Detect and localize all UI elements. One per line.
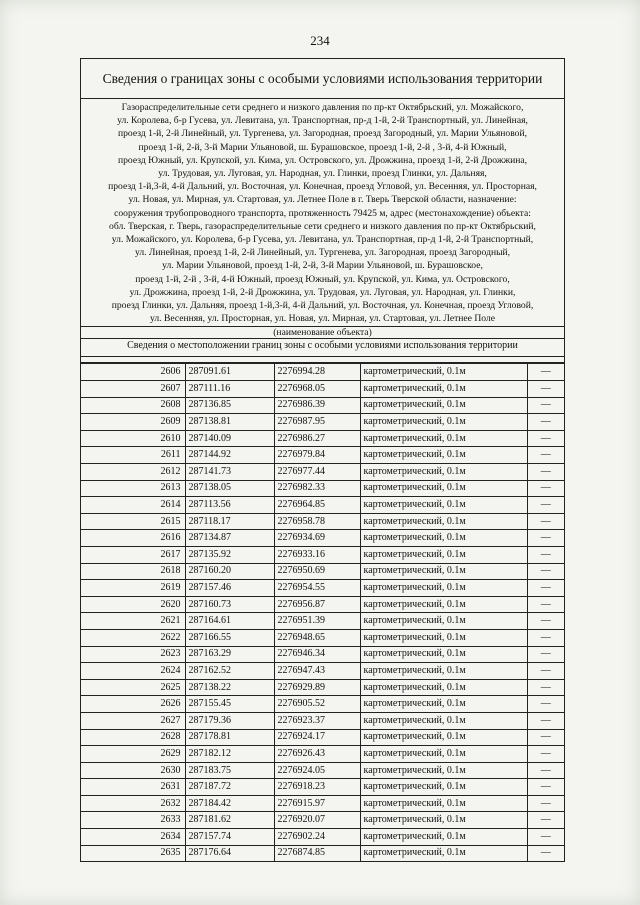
point-number-cell: 2606	[81, 364, 185, 381]
note-cell: —	[527, 712, 564, 729]
x-coordinate-cell: 287163.29	[185, 646, 274, 663]
description-line: проезд Глинки, ул. Дальняя, проезд 1-й,3-й, 4-й Дальний, ул. Восточная, ул. Конечная, проезд Угловой,	[111, 300, 534, 312]
table-row	[81, 779, 564, 796]
method-accuracy-cell: картометрический, 0.1м	[360, 513, 527, 530]
y-coordinate-cell: 2276982.33	[274, 480, 360, 497]
method-accuracy-cell: картометрический, 0.1м	[360, 563, 527, 580]
method-accuracy-cell: картометрический, 0.1м	[360, 381, 527, 398]
note-cell: —	[527, 430, 564, 447]
method-accuracy-cell: картометрический, 0.1м	[360, 596, 527, 613]
table-row	[81, 762, 564, 779]
x-coordinate-cell: 287166.55	[185, 629, 274, 646]
description-line: ул. Трудовая, ул. Луговая, ул. Народная, ул. Глинки, проезд Глинки, ул. Дальняя,	[158, 168, 487, 180]
method-accuracy-cell: картометрический, 0.1м	[360, 829, 527, 846]
x-coordinate-cell: 287135.92	[185, 546, 274, 563]
note-cell: —	[527, 646, 564, 663]
y-coordinate-cell: 2276977.44	[274, 464, 360, 481]
note-cell: —	[527, 546, 564, 563]
y-coordinate-cell: 2276924.17	[274, 729, 360, 746]
point-number-cell: 2613	[81, 480, 185, 497]
method-accuracy-cell: картометрический, 0.1м	[360, 546, 527, 563]
point-number-cell: 2632	[81, 795, 185, 812]
note-cell: —	[527, 563, 564, 580]
point-number-cell: 2633	[81, 812, 185, 829]
y-coordinate-cell: 2276902.24	[274, 829, 360, 846]
method-accuracy-cell: картометрический, 0.1м	[360, 729, 527, 746]
method-accuracy-cell: картометрический, 0.1м	[360, 464, 527, 481]
y-coordinate-cell: 2276933.16	[274, 546, 360, 563]
method-accuracy-cell: картометрический, 0.1м	[360, 497, 527, 514]
point-number-cell: 2627	[81, 712, 185, 729]
point-number-cell: 2612	[81, 464, 185, 481]
method-accuracy-cell: картометрический, 0.1м	[360, 480, 527, 497]
y-coordinate-cell: 2276948.65	[274, 629, 360, 646]
note-cell: —	[527, 845, 564, 861]
y-coordinate-cell: 2276986.27	[274, 430, 360, 447]
x-coordinate-cell: 287113.56	[185, 497, 274, 514]
y-coordinate-cell: 2276905.52	[274, 696, 360, 713]
point-number-cell: 2609	[81, 414, 185, 431]
point-number-cell: 2620	[81, 596, 185, 613]
method-accuracy-cell: картометрический, 0.1м	[360, 762, 527, 779]
method-accuracy-cell: картометрический, 0.1м	[360, 746, 527, 763]
point-number-cell: 2623	[81, 646, 185, 663]
method-accuracy-cell: картометрический, 0.1м	[360, 812, 527, 829]
point-number-cell: 2625	[81, 679, 185, 696]
method-accuracy-cell: картометрический, 0.1м	[360, 795, 527, 812]
method-accuracy-cell: картометрический, 0.1м	[360, 397, 527, 414]
x-coordinate-cell: 287181.62	[185, 812, 274, 829]
x-coordinate-cell: 287157.46	[185, 580, 274, 597]
table-row	[81, 414, 564, 431]
table-row	[81, 563, 564, 580]
y-coordinate-cell: 2276951.39	[274, 613, 360, 630]
point-number-cell: 2635	[81, 845, 185, 861]
method-accuracy-cell: картометрический, 0.1м	[360, 613, 527, 630]
note-cell: —	[527, 679, 564, 696]
table-row	[81, 364, 564, 381]
y-coordinate-cell: 2276923.37	[274, 712, 360, 729]
table-row	[81, 646, 564, 663]
x-coordinate-cell: 287187.72	[185, 779, 274, 796]
method-accuracy-cell: картометрический, 0.1м	[360, 696, 527, 713]
point-number-cell: 2615	[81, 513, 185, 530]
point-number-cell: 2631	[81, 779, 185, 796]
table-row	[81, 696, 564, 713]
description-line: ул. Новая, ул. Мирная, ул. Стартовая, ул. Летнее Поле в г. Тверь Тверской области, назначение:	[128, 194, 517, 206]
note-cell: —	[527, 397, 564, 414]
point-number-cell: 2616	[81, 530, 185, 547]
method-accuracy-cell: картометрический, 0.1м	[360, 364, 527, 381]
method-accuracy-cell: картометрический, 0.1м	[360, 430, 527, 447]
table-row	[81, 746, 564, 763]
note-cell: —	[527, 696, 564, 713]
note-cell: —	[527, 779, 564, 796]
point-number-cell: 2628	[81, 729, 185, 746]
x-coordinate-cell: 287179.36	[185, 712, 274, 729]
description-line: сооружения трубопроводного транспорта, протяженность 79425 м, адрес (местонахождение) объекта:	[114, 207, 531, 219]
x-coordinate-cell: 287160.20	[185, 563, 274, 580]
x-coordinate-cell: 287138.22	[185, 679, 274, 696]
point-number-cell: 2614	[81, 497, 185, 514]
x-coordinate-cell: 287138.81	[185, 414, 274, 431]
point-number-cell: 2621	[81, 613, 185, 630]
table-row	[81, 679, 564, 696]
form-title: Сведения о границах зоны с особыми условиями использования территории	[81, 59, 564, 99]
table-row	[81, 381, 564, 398]
table-row	[81, 663, 564, 680]
point-number-cell: 2611	[81, 447, 185, 464]
method-accuracy-cell: картометрический, 0.1м	[360, 663, 527, 680]
x-coordinate-cell: 287118.17	[185, 513, 274, 530]
description-line: ул. Можайского, ул. Королева, б-р Гусева, ул. Левитана, ул. Транспортная, пр-д 1-й, 2-й Транспортный,	[111, 234, 534, 246]
method-accuracy-cell: картометрический, 0.1м	[360, 580, 527, 597]
table-row	[81, 729, 564, 746]
table-row	[81, 845, 564, 861]
description-line: проезд 1-й, 2-й, 3-й Марии Ульяновой, ш. Бурашовское, проезд 1-й, 2-й , 3-й, 4-й Южный,	[138, 141, 507, 153]
note-cell: —	[527, 497, 564, 514]
x-coordinate-cell: 287140.09	[185, 430, 274, 447]
y-coordinate-cell: 2276950.69	[274, 563, 360, 580]
description-line: ул. Дрожжина, проезд 1-й, 2-й Дрожжина, ул. Трудовая, ул. Луговая, ул. Народная, ул. Глинки,	[129, 286, 516, 298]
y-coordinate-cell: 2276934.69	[274, 530, 360, 547]
note-cell: —	[527, 513, 564, 530]
table-row	[81, 513, 564, 530]
y-coordinate-cell: 2276926.43	[274, 746, 360, 763]
table-row	[81, 530, 564, 547]
description-line: ул. Королева, б-р Гусева, ул. Левитана, ул. Транспортная, пр-д 1-й, 2-й Транспортный, ул. Линейная,	[117, 115, 528, 127]
x-coordinate-cell: 287134.87	[185, 530, 274, 547]
x-coordinate-cell: 287144.92	[185, 447, 274, 464]
note-cell: —	[527, 629, 564, 646]
method-accuracy-cell: картометрический, 0.1м	[360, 712, 527, 729]
y-coordinate-cell: 2276929.89	[274, 679, 360, 696]
table-row	[81, 795, 564, 812]
method-accuracy-cell: картометрический, 0.1м	[360, 779, 527, 796]
x-coordinate-cell: 287136.85	[185, 397, 274, 414]
table-row	[81, 397, 564, 414]
point-number-cell: 2607	[81, 381, 185, 398]
point-number-cell: 2624	[81, 663, 185, 680]
description-line: проезд Южный, ул. Крупской, ул. Кима, ул. Островского, ул. Дрожжина, проезд 1-й, 2-й Дрожжина,	[117, 154, 528, 166]
note-cell: —	[527, 530, 564, 547]
table-row	[81, 629, 564, 646]
method-accuracy-cell: картометрический, 0.1м	[360, 530, 527, 547]
y-coordinate-cell: 2276987.95	[274, 414, 360, 431]
note-cell: —	[527, 414, 564, 431]
note-cell: —	[527, 729, 564, 746]
location-section-header: Сведения о местоположении границ зоны с особыми условиями использования территории	[81, 339, 564, 357]
y-coordinate-cell: 2276964.85	[274, 497, 360, 514]
method-accuracy-cell: картометрический, 0.1м	[360, 845, 527, 861]
note-cell: —	[527, 464, 564, 481]
method-accuracy-cell: картометрический, 0.1м	[360, 629, 527, 646]
point-number-cell: 2618	[81, 563, 185, 580]
description-line: проезд 1-й,3-й, 4-й Дальний, ул. Восточная, ул. Конечная, проезд Угловой, ул. Весенняя, ул. Просторная,	[108, 181, 537, 193]
note-cell: —	[527, 746, 564, 763]
table-row	[81, 546, 564, 563]
y-coordinate-cell: 2276994.28	[274, 364, 360, 381]
x-coordinate-cell: 287141.73	[185, 464, 274, 481]
table-row	[81, 480, 564, 497]
y-coordinate-cell: 2276920.07	[274, 812, 360, 829]
description-line: проезд 1-й, 2-й , 3-й, 4-й Южный, проезд Южный, ул. Крупской, ул. Кима, ул. Островского,	[135, 273, 510, 285]
description-line: Газораспределительные сети среднего и низкого давления по пр-кт Октябрьский, ул. Можайского,	[121, 102, 524, 113]
note-cell: —	[527, 762, 564, 779]
x-coordinate-cell: 287111.16	[185, 381, 274, 398]
x-coordinate-cell: 287155.45	[185, 696, 274, 713]
table-row	[81, 613, 564, 630]
point-number-cell: 2610	[81, 430, 185, 447]
method-accuracy-cell: картометрический, 0.1м	[360, 679, 527, 696]
note-cell: —	[527, 829, 564, 846]
description-line: проезд 1-й, 2-й Линейный, ул. Тургенева, ул. Загородная, проезд Загородный, ул. Марии Ульяновой,	[117, 128, 527, 140]
note-cell: —	[527, 580, 564, 597]
x-coordinate-cell: 287183.75	[185, 762, 274, 779]
description-line: ул. Весенняя, ул. Просторная, ул. Новая, ул. Мирная, ул. Стартовая, ул. Летнее Поле	[150, 313, 495, 325]
table-row	[81, 430, 564, 447]
coordinates-table	[81, 363, 564, 861]
zone-boundary-form	[80, 58, 565, 862]
y-coordinate-cell: 2276968.05	[274, 381, 360, 398]
x-coordinate-cell: 287164.61	[185, 613, 274, 630]
y-coordinate-cell: 2276918.23	[274, 779, 360, 796]
point-number-cell: 2608	[81, 397, 185, 414]
table-row	[81, 497, 564, 514]
point-number-cell: 2619	[81, 580, 185, 597]
x-coordinate-cell: 287157.74	[185, 829, 274, 846]
table-row	[81, 580, 564, 597]
point-number-cell: 2622	[81, 629, 185, 646]
description-line: обл. Тверская, г. Тверь, газораспределительные сети среднего и низкого давления по пр-кт Октябрьский,	[109, 220, 536, 232]
object-description	[81, 99, 564, 326]
page-number: 234	[310, 33, 330, 48]
description-line: ул. Линейная, проезд 1-й, 2-й Линейный, ул. Тургенева, ул. Загородная, проезд Загородный,	[134, 247, 511, 259]
y-coordinate-cell: 2276915.97	[274, 795, 360, 812]
note-cell: —	[527, 447, 564, 464]
y-coordinate-cell: 2276954.55	[274, 580, 360, 597]
x-coordinate-cell: 287182.12	[185, 746, 274, 763]
point-number-cell: 2626	[81, 696, 185, 713]
y-coordinate-cell: 2276947.43	[274, 663, 360, 680]
note-cell: —	[527, 663, 564, 680]
y-coordinate-cell: 2276924.05	[274, 762, 360, 779]
note-cell: —	[527, 812, 564, 829]
note-cell: —	[527, 381, 564, 398]
method-accuracy-cell: картометрический, 0.1м	[360, 646, 527, 663]
point-number-cell: 2617	[81, 546, 185, 563]
y-coordinate-cell: 2276946.34	[274, 646, 360, 663]
x-coordinate-cell: 287176.64	[185, 845, 274, 861]
description-line: ул. Марии Ульяновой, проезд 1-й, 2-й, 3-й Марии Ульяновой, ш. Бурашовское,	[162, 260, 483, 272]
point-number-cell: 2630	[81, 762, 185, 779]
object-name-caption: (наименование объекта)	[81, 326, 564, 339]
y-coordinate-cell: 2276874.85	[274, 845, 360, 861]
point-number-cell: 2629	[81, 746, 185, 763]
note-cell: —	[527, 795, 564, 812]
y-coordinate-cell: 2276979.84	[274, 447, 360, 464]
note-cell: —	[527, 480, 564, 497]
method-accuracy-cell: картометрический, 0.1м	[360, 447, 527, 464]
table-row	[81, 464, 564, 481]
note-cell: —	[527, 613, 564, 630]
table-row	[81, 447, 564, 464]
table-row	[81, 812, 564, 829]
x-coordinate-cell: 287160.73	[185, 596, 274, 613]
y-coordinate-cell: 2276986.39	[274, 397, 360, 414]
table-row	[81, 596, 564, 613]
note-cell: —	[527, 596, 564, 613]
y-coordinate-cell: 2276958.78	[274, 513, 360, 530]
x-coordinate-cell: 287162.52	[185, 663, 274, 680]
x-coordinate-cell: 287091.61	[185, 364, 274, 381]
x-coordinate-cell: 287178.81	[185, 729, 274, 746]
table-row	[81, 712, 564, 729]
x-coordinate-cell: 287184.42	[185, 795, 274, 812]
method-accuracy-cell: картометрический, 0.1м	[360, 414, 527, 431]
note-cell: —	[527, 364, 564, 381]
table-row	[81, 829, 564, 846]
y-coordinate-cell: 2276956.87	[274, 596, 360, 613]
point-number-cell: 2634	[81, 829, 185, 846]
x-coordinate-cell: 287138.05	[185, 480, 274, 497]
